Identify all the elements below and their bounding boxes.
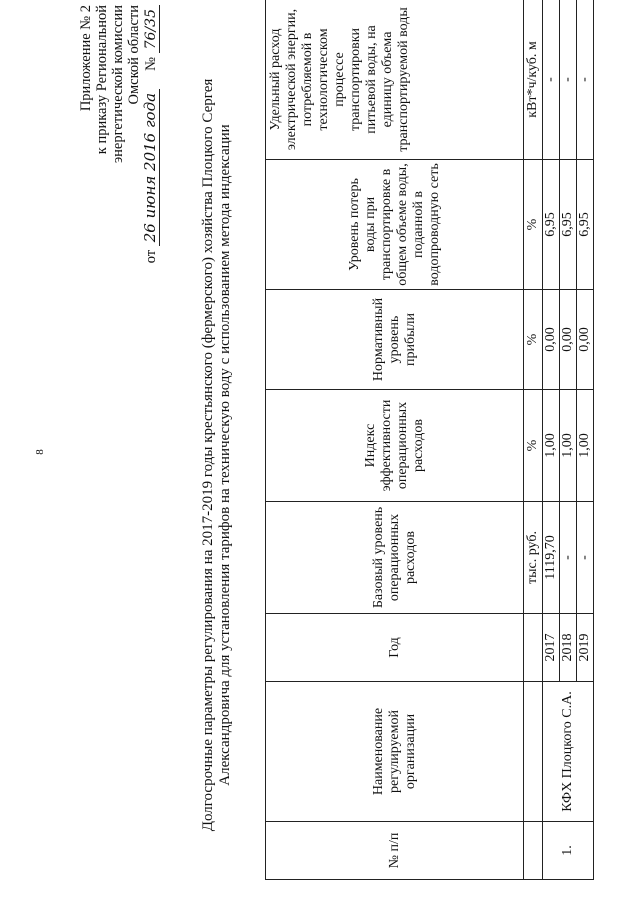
order-date-line bbox=[142, 5, 159, 263]
unit-cell-base-cost: тыс. руб. bbox=[524, 502, 543, 614]
base-cost-cell: - bbox=[560, 502, 577, 614]
number-label: № bbox=[143, 56, 159, 71]
document-title bbox=[200, 25, 234, 885]
base-cost-cell: 1119,70 bbox=[543, 502, 560, 614]
title-line-2: Александровича для установления тарифов на техническую воду с использованием метода индексации bbox=[217, 124, 233, 786]
page-number: 8 bbox=[34, 449, 46, 455]
units-row bbox=[524, 0, 543, 880]
handwritten-date: 26 июня 2016 года bbox=[141, 89, 160, 246]
water-losses-cell: 6,95 bbox=[560, 160, 577, 290]
energy-consumption-cell: - bbox=[577, 0, 594, 160]
unit-cell-energy-consumption: кВт*ч/куб. м bbox=[524, 0, 543, 160]
header-cell-water-losses: Уровень потерь воды при транспортировке в общем объеме воды, поданной в водопроводную сеть bbox=[266, 160, 524, 290]
unit-cell-organization bbox=[524, 682, 543, 822]
profit-cell: 0,00 bbox=[560, 290, 577, 390]
profit-cell: 0,00 bbox=[543, 290, 560, 390]
base-cost-cell: - bbox=[577, 502, 594, 614]
organization-name-cell: КФХ Плоцкого С.А. bbox=[543, 682, 594, 822]
unit-cell-year bbox=[524, 614, 543, 682]
header-cell-base-cost: Базовый уровень операционных расходов bbox=[266, 502, 524, 614]
unit-cell-number bbox=[524, 822, 543, 880]
row-number-cell: 1. bbox=[543, 822, 594, 880]
header-cell-number: № п/п bbox=[266, 822, 524, 880]
water-losses-cell: 6,95 bbox=[543, 160, 560, 290]
unit-cell-water-losses: % bbox=[524, 160, 543, 290]
appendix-region-line: Омской области bbox=[126, 5, 142, 105]
efficiency-index-cell: 1,00 bbox=[577, 390, 594, 502]
table-row bbox=[543, 0, 560, 880]
rotated-page-content bbox=[60, 0, 640, 905]
appendix-order-line: к приказу Региональной bbox=[94, 5, 110, 155]
header-cell-organization: Наименование регулируемой организации bbox=[266, 682, 524, 822]
year-cell: 2018 bbox=[560, 614, 577, 682]
energy-consumption-cell: - bbox=[560, 0, 577, 160]
header-cell-profit: Нормативный уровень прибыли bbox=[266, 290, 524, 390]
year-cell: 2017 bbox=[543, 614, 560, 682]
unit-cell-efficiency-index: % bbox=[524, 390, 543, 502]
appendix-title: Приложение № 2 bbox=[78, 5, 94, 112]
header-cell-year: Год bbox=[266, 614, 524, 682]
regulation-parameters-table bbox=[265, 0, 594, 880]
water-losses-cell: 6,95 bbox=[577, 160, 594, 290]
appendix-block bbox=[78, 5, 159, 263]
efficiency-index-cell: 1,00 bbox=[543, 390, 560, 502]
efficiency-index-cell: 1,00 bbox=[560, 390, 577, 502]
from-label: от bbox=[143, 249, 159, 264]
header-cell-energy-consumption: Удельный расход электрической энергии, потребляемой в технологическом процессе транспортировки питьевой воды, на единицу объема транспортируемой воды bbox=[266, 0, 524, 160]
title-line-1: Долгосрочные параметры регулирования на 2017-2019 годы крестьянского (фермерского) хозяйства Плоцкого Сергея bbox=[200, 78, 216, 832]
handwritten-order-number: 76/35 bbox=[143, 5, 160, 53]
unit-cell-profit: % bbox=[524, 290, 543, 390]
table-header-row bbox=[266, 0, 524, 880]
energy-consumption-cell: - bbox=[543, 0, 560, 160]
header-cell-efficiency-index: Индекс эффективности операционных расходов bbox=[266, 390, 524, 502]
profit-cell: 0,00 bbox=[577, 290, 594, 390]
appendix-commission-line: энергетической комиссии bbox=[110, 5, 126, 164]
year-cell: 2019 bbox=[577, 614, 594, 682]
